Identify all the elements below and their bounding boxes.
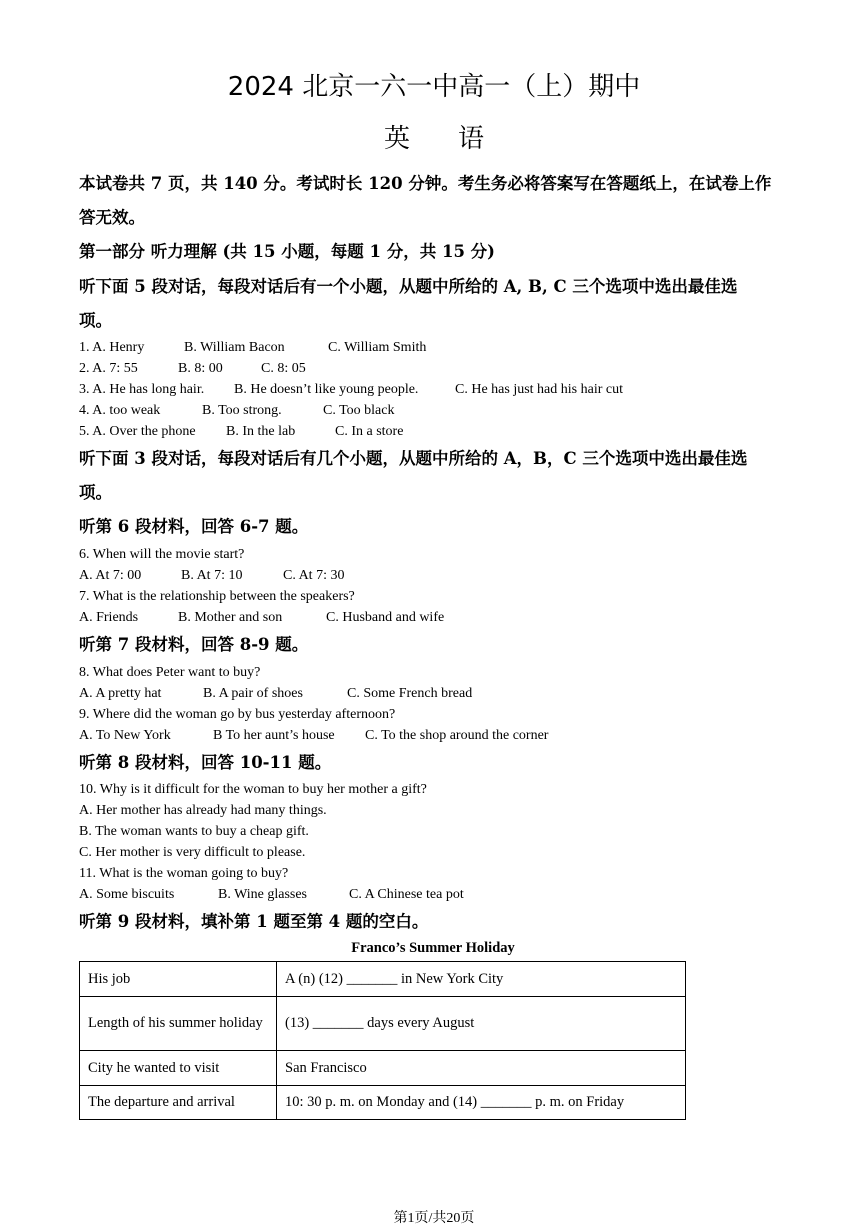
question-9-option-a: A. To New York bbox=[79, 728, 171, 743]
question-11-option-a: A. Some biscuits bbox=[79, 887, 175, 902]
section-8-heading: 听第 8 段材料，回答 10-11 题。 bbox=[79, 753, 332, 772]
question-4-option-b: B. Too strong. bbox=[202, 403, 282, 418]
question-9-stem: 9. Where did the woman go by bus yesterday afternoon? bbox=[79, 707, 396, 722]
question-10-stem: 10. Why is it difficult for the woman to buy her mother a gift? bbox=[79, 782, 427, 797]
question-11-option-c: C. A Chinese tea pot bbox=[349, 887, 464, 902]
table-cell-label: His job bbox=[80, 962, 277, 997]
question-3-option-c: C. He has just had his hair cut bbox=[455, 382, 623, 397]
question-3-option-a: 3. A. He has long hair. bbox=[79, 382, 205, 397]
question-9-option-c: C. To the shop around the corner bbox=[365, 728, 549, 743]
directions-1-line-2: 项。 bbox=[79, 311, 112, 330]
table-cell-label: City he wanted to visit bbox=[80, 1051, 277, 1086]
question-2-option-b: B. 8: 00 bbox=[178, 361, 223, 376]
question-11-option-b: B. Wine glasses bbox=[218, 887, 308, 902]
table-row bbox=[80, 1051, 686, 1086]
table-row bbox=[80, 962, 686, 997]
section-9-heading: 听第 9 段材料，填补第 1 题至第 4 题的空白。 bbox=[79, 912, 429, 931]
question-7-option-a: A. Friends bbox=[79, 610, 139, 625]
table-cell-label: The departure and arrival bbox=[80, 1086, 277, 1120]
question-2-option-a: 2. A. 7: 55 bbox=[79, 361, 138, 376]
table-cell-label: Length of his summer holiday bbox=[80, 997, 277, 1051]
question-5-option-b: B. In the lab bbox=[226, 424, 296, 439]
question-3-option-b: B. He doesn’t like young people. bbox=[234, 382, 419, 397]
table-cell-value: A (n) (12) _______ in New York City bbox=[277, 962, 686, 997]
table-cell-value: San Francisco bbox=[277, 1051, 686, 1086]
directions-2-line-1: 听下面 3 段对话，每段对话后有几个小题，从题中所给的 A，B，C 三个选项中选出最佳选 bbox=[79, 449, 748, 468]
question-5-option-c: C. In a store bbox=[335, 424, 404, 439]
question-5-option-a: 5. A. Over the phone bbox=[79, 424, 196, 439]
table-row bbox=[80, 1086, 686, 1120]
section-6-heading: 听第 6 段材料，回答 6-7 题。 bbox=[79, 517, 309, 536]
question-6-option-c: C. At 7: 30 bbox=[283, 568, 345, 583]
question-8-option-a: A. A pretty hat bbox=[79, 686, 162, 701]
subject-title: 英语 bbox=[383, 124, 532, 154]
question-8-option-c: C. Some French bread bbox=[347, 686, 473, 701]
part1-heading: 第一部分 听力理解 (共 15 小题，每题 1 分，共 15 分) bbox=[79, 242, 495, 261]
summer-holiday-table bbox=[79, 961, 686, 1120]
table-cell-value: (13) _______ days every August bbox=[277, 997, 686, 1051]
question-7-option-c: C. Husband and wife bbox=[326, 610, 445, 625]
question-7-option-b: B. Mother and son bbox=[178, 610, 283, 625]
question-1-option-c: C. William Smith bbox=[328, 340, 427, 355]
question-11-stem: 11. What is the woman going to buy? bbox=[79, 866, 289, 881]
question-4-option-a: 4. A. too weak bbox=[79, 403, 161, 418]
question-7-stem: 7. What is the relationship between the speakers? bbox=[79, 589, 355, 604]
question-8-option-b: B. A pair of shoes bbox=[203, 686, 303, 701]
question-2-option-c: C. 8: 05 bbox=[261, 361, 306, 376]
question-1-option-b: B. William Bacon bbox=[184, 340, 285, 355]
instructions-line-1: 本试卷共 7 页，共 140 分。考试时长 120 分钟。考生务必将答案写在答题纸上，在试卷上作 bbox=[79, 174, 772, 193]
question-1-option-a: 1. A. Henry bbox=[79, 340, 145, 355]
question-8-stem: 8. What does Peter want to buy? bbox=[79, 665, 261, 680]
question-6-stem: 6. When will the movie start? bbox=[79, 547, 245, 562]
question-6-option-a: A. At 7: 00 bbox=[79, 568, 142, 583]
instructions-line-2: 答无效。 bbox=[79, 208, 145, 227]
directions-2-line-2: 项。 bbox=[79, 483, 112, 502]
page-number: 第1页/共20页 bbox=[393, 1211, 475, 1226]
question-10-option-c: C. Her mother is very difficult to please. bbox=[79, 845, 306, 860]
directions-1-line-1: 听下面 5 段对话，每段对话后有一个小题，从题中所给的 A, B, C 三个选项中选出最佳选 bbox=[79, 277, 738, 296]
question-10-option-b: B. The woman wants to buy a cheap gift. bbox=[79, 824, 309, 839]
question-9-option-b: B To her aunt’s house bbox=[213, 728, 335, 743]
exam-title: 2024 北京一六一中高一（上）期中 bbox=[227, 72, 641, 102]
table-row bbox=[80, 997, 686, 1051]
table-cell-value: 10: 30 p. m. on Monday and (14) _______ p. m. on Friday bbox=[277, 1086, 686, 1120]
question-6-option-b: B. At 7: 10 bbox=[181, 568, 243, 583]
question-10-option-a: A. Her mother has already had many things. bbox=[79, 803, 327, 818]
table-caption: Franco’s Summer Holiday bbox=[351, 940, 515, 956]
section-7-heading: 听第 7 段材料，回答 8-9 题。 bbox=[79, 635, 309, 654]
question-4-option-c: C. Too black bbox=[323, 403, 395, 418]
